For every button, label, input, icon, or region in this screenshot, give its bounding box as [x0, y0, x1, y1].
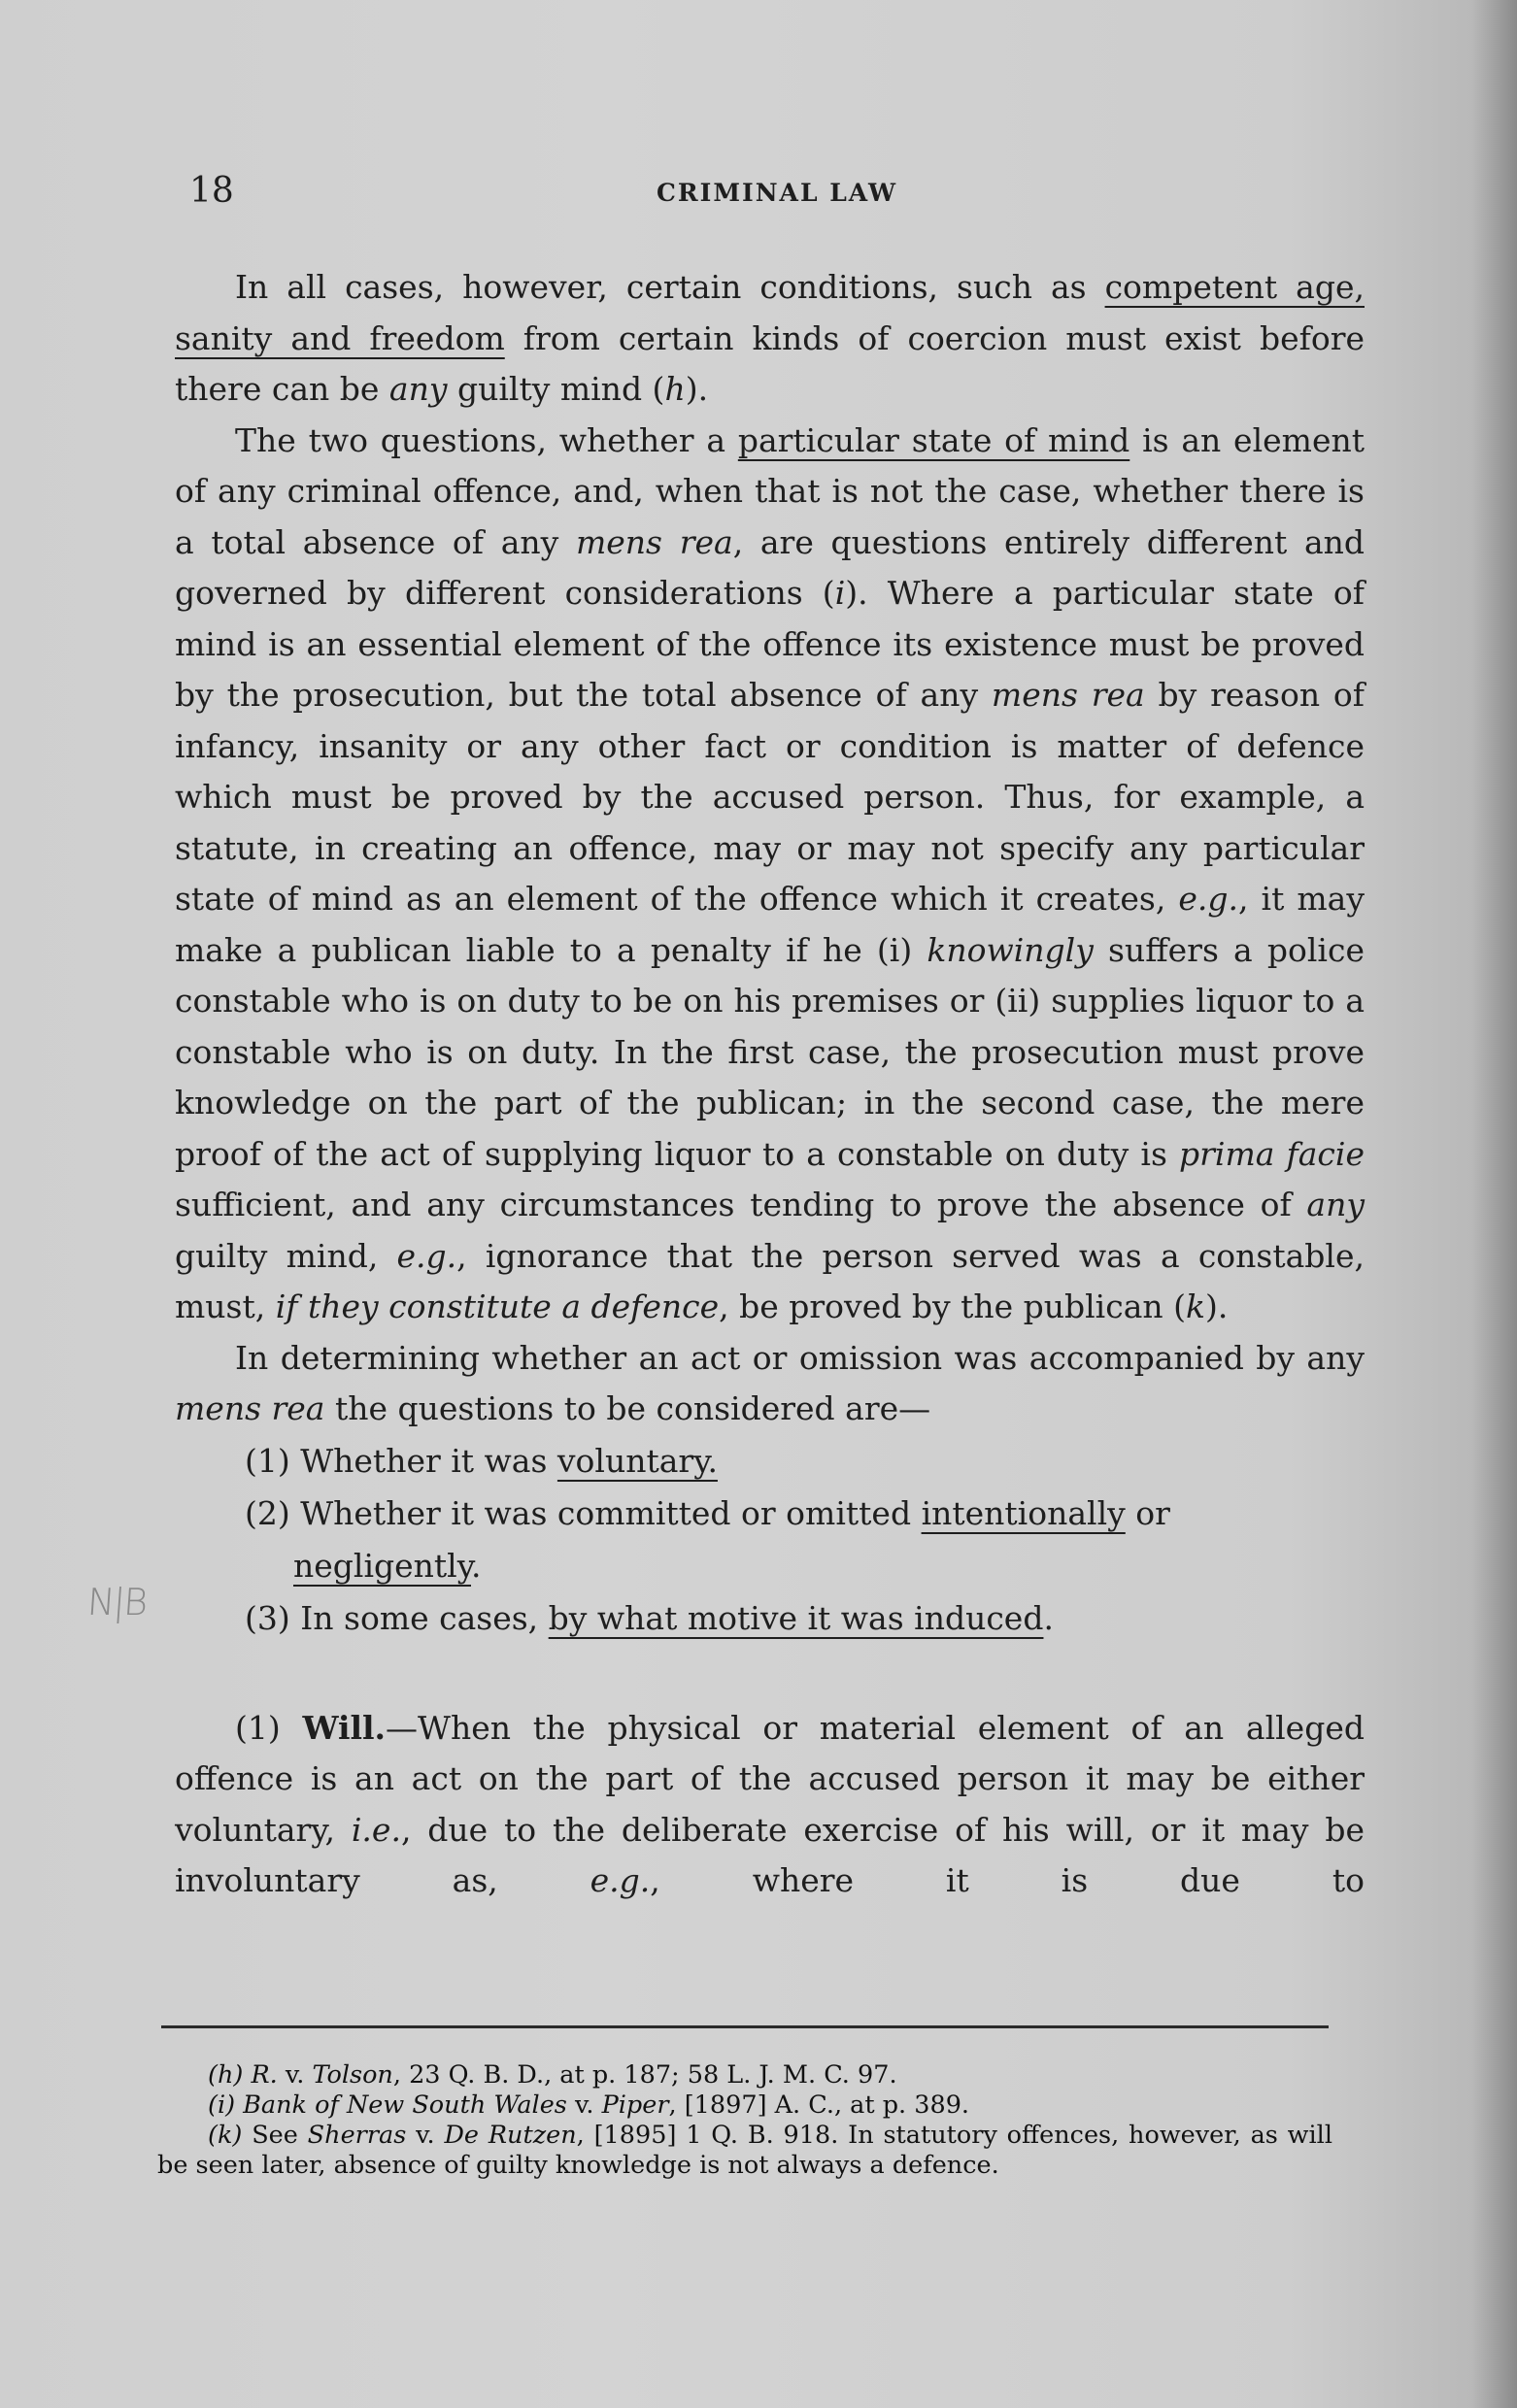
footnote [157, 2121, 1332, 2181]
running-header [189, 171, 1365, 214]
footnote-divider [161, 2025, 1329, 2028]
italic-text: De Rutzen [444, 2121, 577, 2150]
text-run: The two questions, whether a [235, 420, 738, 459]
italic-text: if they constitute a defence [275, 1288, 720, 1325]
text-run: guilty mind ( [447, 370, 665, 408]
text-run: (1) [235, 1708, 303, 1747]
text-run: In all cases, however, certain conditions, such as [235, 268, 1105, 306]
italic-text: mens rea [575, 522, 733, 561]
text-run: , due to the deliberate exercise of his will, or it may be involuntary as, [175, 1810, 1365, 1899]
text-run: ). [1205, 1288, 1229, 1325]
text-run: —When the physical or material element of an alleged offence is an act on the part of the accused person it may be either voluntary, [175, 1708, 1365, 1849]
text-run: In determining whether an act or omission was accompanied by any [235, 1338, 1365, 1377]
italic-text: any [1306, 1186, 1365, 1223]
italic-text: e.g. [590, 1861, 651, 1899]
paragraph [175, 416, 1365, 1333]
handwritten-margin-note: N|B [85, 1581, 148, 1623]
text-run: is an element of any criminal offence, and, when that is not the case, whether there is a total absence of any [175, 420, 1365, 561]
italic-text: knowingly [927, 930, 1094, 969]
bold-heading: Will. [302, 1708, 387, 1747]
italic-text: prima facie [1179, 1134, 1365, 1173]
paragraph-will [175, 1703, 1365, 1907]
italic-text: mens rea [175, 1389, 325, 1427]
text-run: See [252, 2121, 308, 2150]
page-number: 18 [189, 171, 234, 211]
text-run: , where it is due to [650, 1861, 1365, 1899]
text-run: sufficient, and any circumstances tending to prove the absence of [175, 1186, 1307, 1223]
text-run: , ignorance that the person served was a constable, must, [175, 1236, 1365, 1325]
italic-text: h [664, 370, 686, 408]
text-run: (2) Whether it was committed or omitted [245, 1493, 922, 1532]
footnote [157, 2090, 1332, 2121]
underlined-text: competent age, sanity and freedom [175, 268, 1365, 357]
text-run: , [1895] 1 Q. B. 918. In statutory offences, however, as will be seen later, absence of guilty knowledge is not always a defence. [157, 2121, 1332, 2180]
italic-text: Bank of New South Wales [243, 2090, 567, 2120]
italic-text: R. [251, 2060, 278, 2090]
text-run: , be proved by the publican ( [719, 1288, 1187, 1325]
text-run: suffers a police constable who is on duty to be on his premises or (ii) supplies liquor to a constable who is on duty. In the first case, the prosecution must prove knowledge on the part of the publican; in the second case, the mere proof of the act of supplying liquor to a constable on duty is [175, 930, 1365, 1173]
text-run: from certain kinds of coercion must exist before there can be [175, 318, 1365, 408]
italic-text: mens rea [991, 676, 1145, 714]
text-run: . [471, 1546, 482, 1585]
text-run: (1) Whether it was [245, 1441, 557, 1480]
text-run: guilty mind, [175, 1236, 397, 1275]
text-run: by reason of infancy, insanity or any other fact or condition is matter of defence which must be proved by the accused person. Thus, for example, a statute, in creating an offence, may or may not specify any particular state of mind as an element of the offence which it creates, [175, 676, 1365, 918]
italic-text: i.e. [351, 1810, 401, 1849]
text-run: v. [406, 2121, 445, 2150]
text-run: (3) In some cases, [245, 1598, 549, 1637]
italic-text: Tolson [312, 2060, 393, 2090]
text-run: ). [685, 370, 709, 408]
italic-text: i [834, 574, 846, 612]
text-run: , it may make a publican liable to a penalty if he (i) [175, 880, 1365, 969]
list-item [175, 1592, 1365, 1645]
text-run: . [1043, 1598, 1054, 1637]
questions-list [175, 1435, 1365, 1645]
italic-text: Sherras [307, 2121, 407, 2150]
text-run: ). Where a particular state of mind is an essential element of the offence its existence must be proved by the prosecution, but the total absence of any [175, 574, 1365, 714]
italic-text: (h) [208, 2060, 252, 2090]
list-item [175, 1488, 1365, 1592]
main-text [175, 262, 1365, 1907]
list-item [175, 1435, 1365, 1488]
text-run: v. [277, 2060, 313, 2090]
text-run: , [1897] A. C., at p. 389. [668, 2090, 970, 2120]
underlined-text: voluntary. [556, 1441, 718, 1480]
text-run: , are questions entirely different and governed by different considerations ( [175, 522, 1365, 612]
text-run: , 23 Q. B. D., at p. 187; 58 L. J. M. C. 97. [392, 2060, 897, 2090]
text-run: the questions to be considered are— [324, 1389, 931, 1427]
paragraph [175, 262, 1365, 416]
paragraph [175, 1333, 1365, 1435]
italic-text: (k) [208, 2121, 253, 2150]
underlined-text: particular state of mind [737, 420, 1130, 459]
italic-text: e.g. [396, 1236, 457, 1275]
italic-text: e.g. [1178, 880, 1239, 918]
italic-text: Piper [601, 2090, 669, 2120]
footnotes [157, 2060, 1332, 2181]
italic-text: any [388, 370, 448, 408]
text-run: v. [566, 2090, 602, 2120]
text-run: or [1125, 1493, 1170, 1532]
italic-text: (i) [208, 2090, 244, 2120]
italic-text: k [1186, 1288, 1206, 1325]
underlined-text: by what motive it was induced [548, 1598, 1044, 1637]
underlined-text: intentionally [921, 1493, 1126, 1532]
running-title: CRIMINAL LAW [656, 179, 898, 207]
footnote [157, 2060, 1332, 2090]
underlined-text: negligently [293, 1546, 471, 1585]
